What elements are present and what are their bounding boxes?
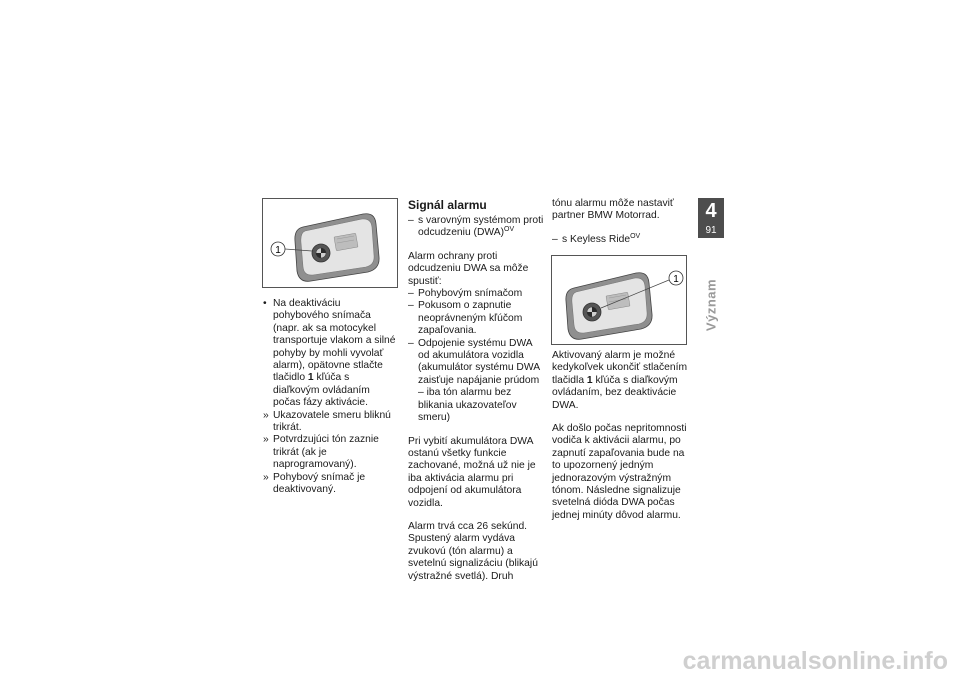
- paragraph: Pri vybití akumulátora DWA ostanú všetky funkcie zachované, možná už nie je iba aktivácia alarmu pri odpojení od akumulátora vozidla.: [408, 435, 536, 509]
- column-2: [408, 198, 544, 594]
- column-3-continued: [552, 350, 688, 533]
- section-heading: Signál alarmu: [408, 198, 487, 212]
- trigger-item: – Pokusom o zapnutie neoprávneným kľúčom zapaľovania.: [408, 300, 523, 337]
- bullet-mark: •: [263, 298, 267, 309]
- page-number: 91: [705, 225, 717, 236]
- button-ref: 1: [586, 374, 593, 386]
- column-1: [263, 298, 396, 497]
- chapter-label: Význam: [703, 278, 719, 332]
- instruction-bullet: • Na deaktiváciu pohybového snímača (napr. ak sa motocykel transportuje vlakom a silné pohyby by mohli vyvolať alarm), opätovne stlačte tlačidlo 1 kľúča s diaľkovým ovládaním počas fázy aktivácie.: [263, 298, 396, 409]
- result-item: » Potvrdzujúci tón zaznie trikrát (ak je naprogramovaný).: [263, 434, 379, 471]
- paragraph: Alarm trvá cca 26 sekúnd. Spustený alarm vydáva zvukovú (tón alarmu) a svetelnú signalizáciu (blikajú výstražné svetlá). Druh: [408, 520, 538, 582]
- callout-1: 1: [673, 274, 679, 285]
- paragraph: tónu alarmu môže nastaviť partner BMW Motorrad.: [552, 198, 674, 222]
- chapter-number: 4: [705, 200, 717, 222]
- key-fob-figure: [262, 198, 398, 288]
- result-item: » Ukazovatele smeru bliknú trikrát.: [263, 409, 391, 434]
- key-fob-illustration: [566, 273, 652, 340]
- paragraph: Aktivovaný alarm je možné kedykoľvek ukončiť stlačením tlačidla 1 kľúča s diaľkovým ovládaním, bez deaktivácie DWA.: [552, 350, 688, 411]
- watermark: carmanualsonline.info: [682, 647, 948, 675]
- option-line: – s varovným systémom proti odcudzeniu (DWA)$^{OV}$: [408, 215, 544, 239]
- option-line: – s Keyless Ride$^{OV}$: [552, 232, 641, 245]
- paragraph: Ak došlo počas nepritomnosti vodiča k aktivácii alarmu, po zapnutí zapaľovania bude na to upozornený jedným jednorazovým výstražným tónom. Následne signalizuje svetelná dióda DWA počas jednej minúty dôvod alarmu.: [552, 423, 687, 521]
- callout-1: 1: [275, 245, 281, 256]
- column-3: [552, 198, 688, 246]
- paragraph: Alarm ochrany proti odcudzeniu DWA sa môže spustiť:: [408, 250, 529, 287]
- key-fob-illustration: [295, 214, 379, 282]
- button-ref: 1: [307, 372, 314, 384]
- trigger-item: – Pohybovým snímačom: [408, 288, 523, 300]
- result-item: » Pohybový snímač je deaktivovaný.: [263, 471, 366, 496]
- trigger-item: – Odpojenie systému DWA od akumulátora vozidla (akumulátor systému DWA zaisťuje napájanie prúdom – iba tón alarmu bez blikania ukazovateľov smeru): [408, 337, 540, 424]
- key-fob-figure: [551, 255, 687, 345]
